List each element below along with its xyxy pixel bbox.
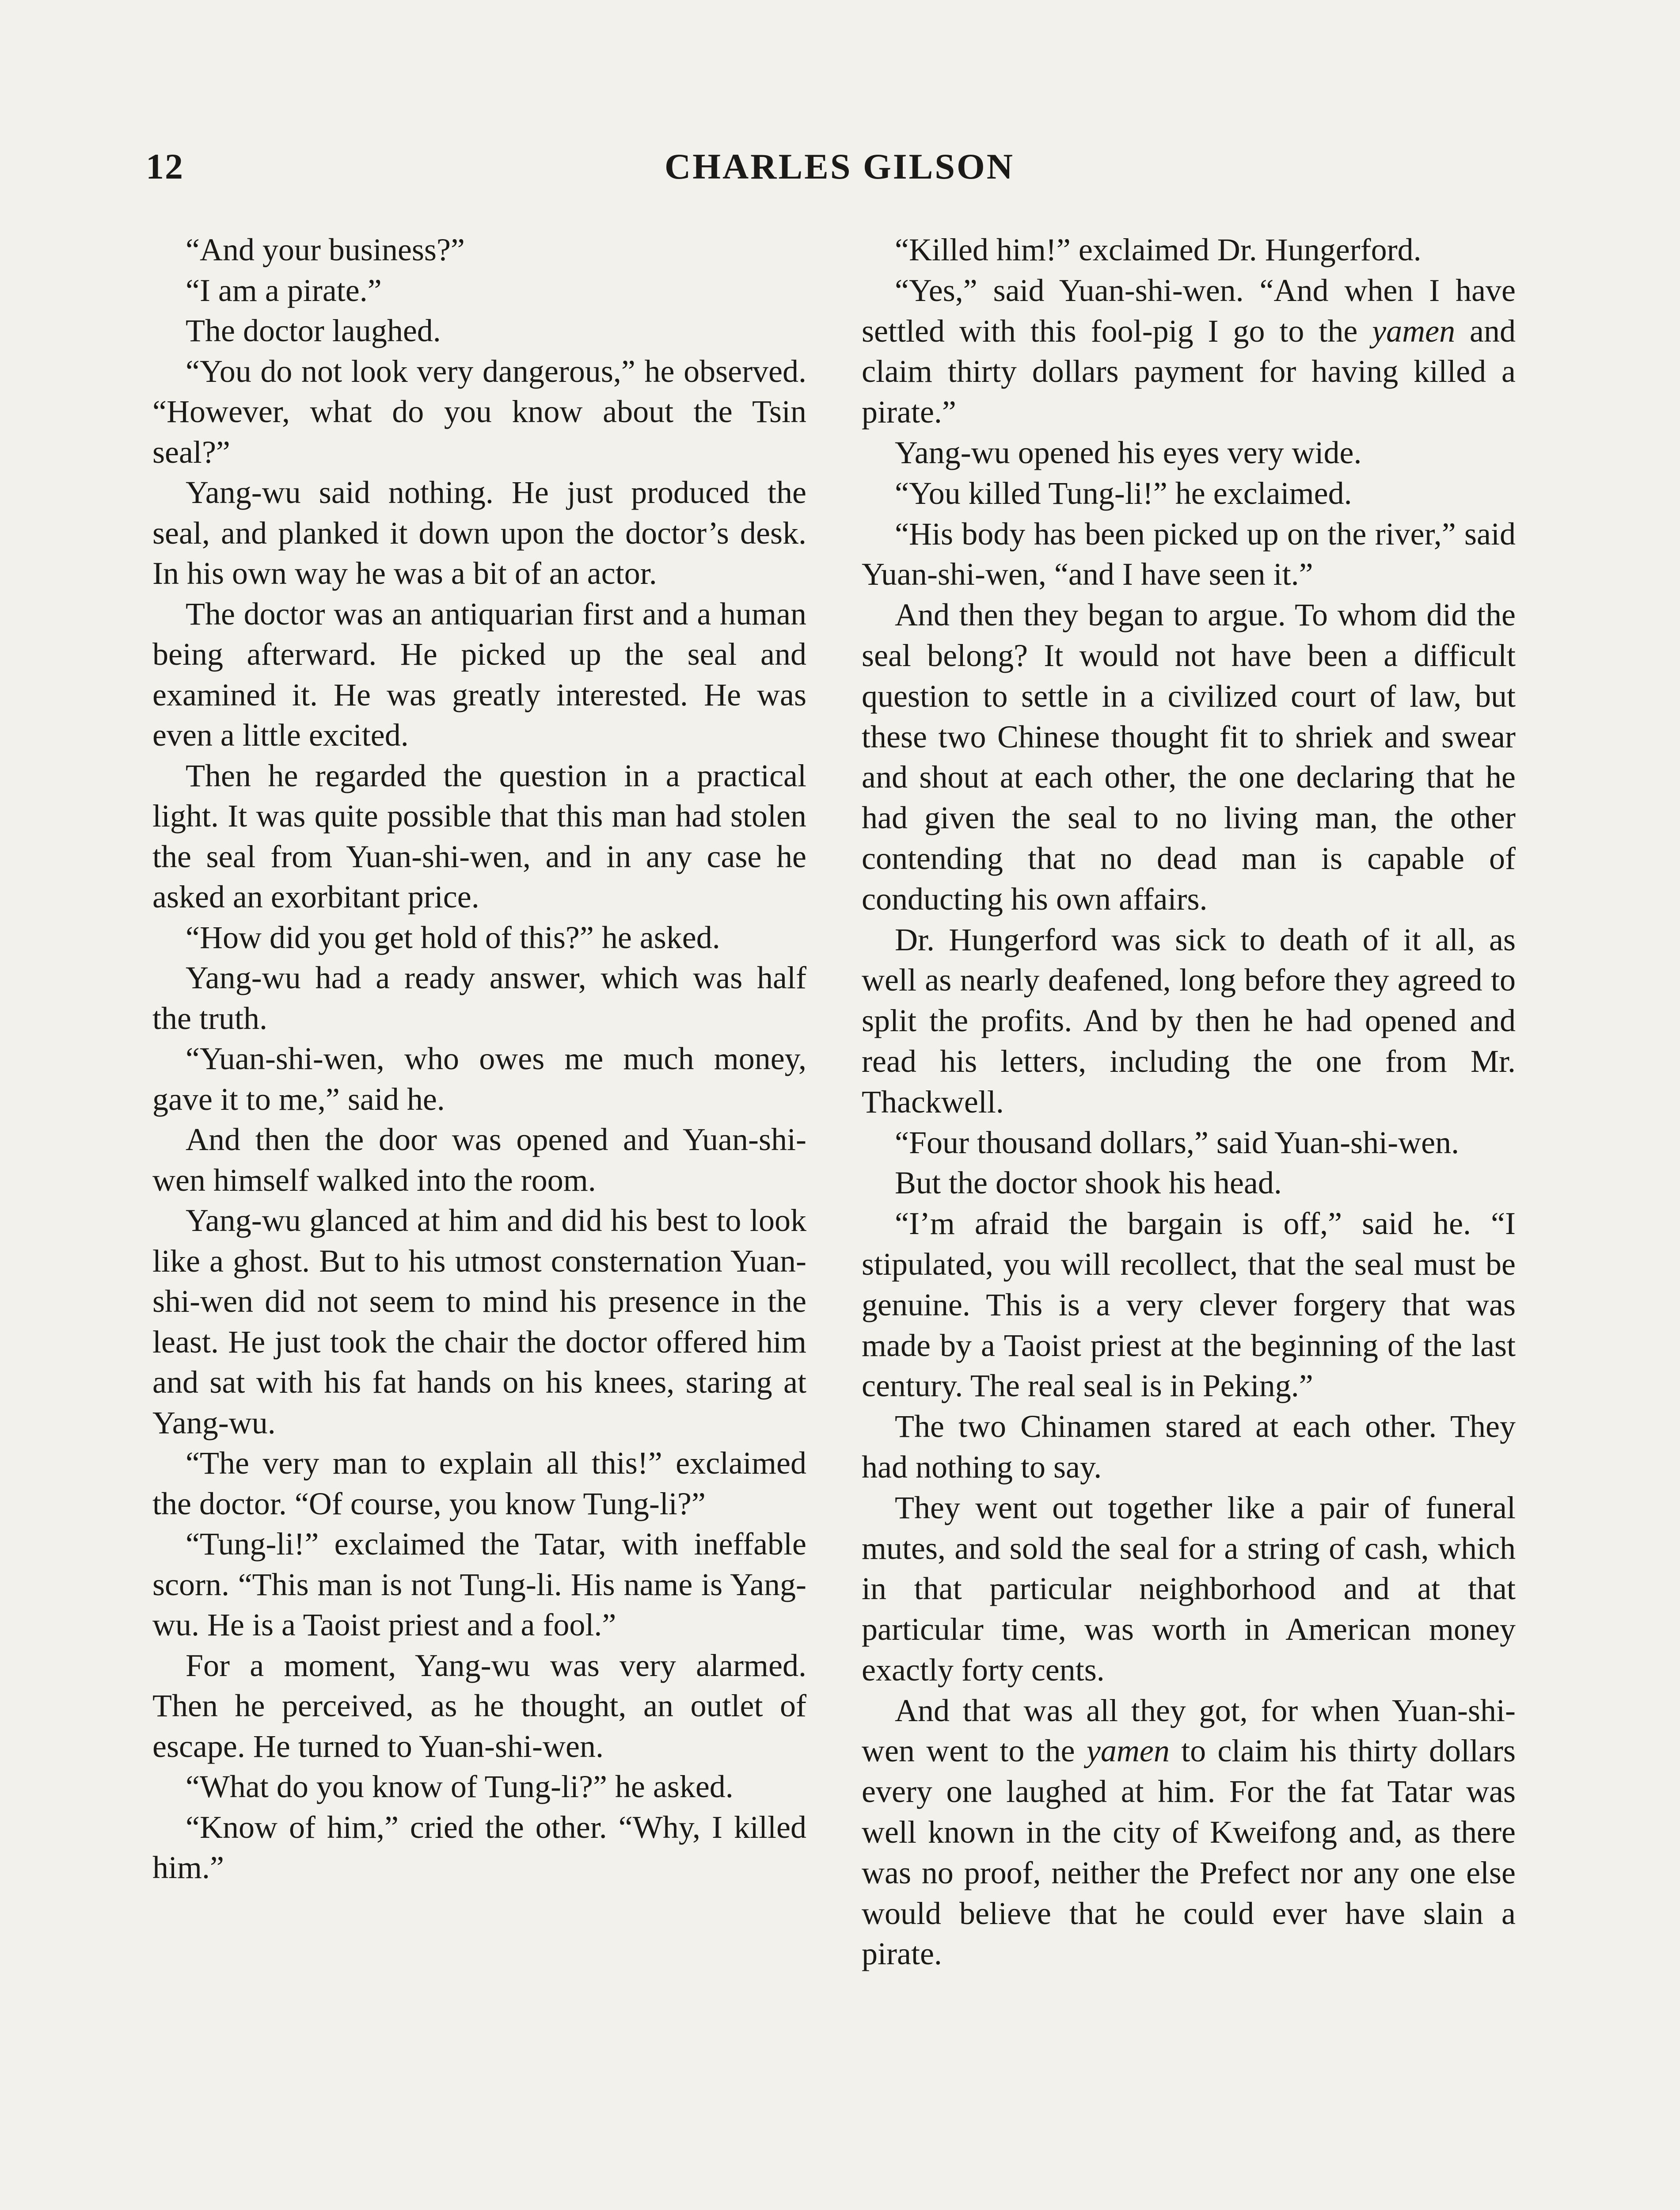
paragraph: Yang-wu said nothing. He just produced the seal, and planked it down upon the doctor’s desk. In his own way he was a bit of an actor. <box>152 475 806 591</box>
paragraph: “I’m afraid the bargain is off,” said he. “I stipulated, you will recollect, that the seal must be genuine. This is a very clever forgery that was made by a Taoist priest at the beginning of the last century. The real seal is in Peking.” <box>862 1206 1516 1404</box>
paragraph: Yang-wu had a ready answer, which was half the truth. <box>152 960 806 1036</box>
paragraph: The doctor was an antiquarian first and a human being afterward. He picked up the seal and examined it. He was greatly interested. He was even a little excited. <box>152 596 806 753</box>
paragraph: But the doctor shook his head. <box>895 1165 1282 1201</box>
paragraph: The doctor laughed. <box>186 313 441 348</box>
italic-word: yamen <box>1372 313 1456 349</box>
paragraph: “I am a pirate.” <box>186 272 382 308</box>
paragraph: Yang-wu glanced at him and did his best to look like a ghost. But to his utmost consternation Yuan-shi-wen did not seem to mind his presence in the least. He just took the chair the doctor offered him and sat with his fat hands on his knees, staring at Yang-wu. <box>152 1203 806 1440</box>
text-run: And that was all they got, for when Yuan-shi-wen went to the <box>862 1692 1516 1769</box>
paragraph: “Four thousand dollars,” said Yuan-shi-wen. <box>895 1124 1460 1160</box>
page-header <box>146 146 1533 199</box>
paragraph: “Yuan-shi-wen, who owes me much money, gave it to me,” said he. <box>152 1041 806 1117</box>
paragraph: “Killed him!” exclaimed Dr. Hungerford. <box>895 232 1422 267</box>
paragraph: They went out together like a pair of funeral mutes, and sold the seal for a string of cash, which in that particular neighborhood and at that particular time, was worth in American money exactly forty cents. <box>862 1490 1516 1688</box>
text-run: “Yes,” said Yuan-shi-wen. “And when I have settled with this fool-pig I go to the <box>862 272 1516 349</box>
paragraph: “Know of him,” cried the other. “Why, I killed him.” <box>152 1809 806 1885</box>
paragraph: “His body has been picked up on the river,” said Yuan-shi-wen, “and I have seen it.” <box>862 516 1516 592</box>
paragraph: “What do you know of Tung-li?” he asked. <box>186 1769 734 1804</box>
paragraph: For a moment, Yang-wu was very alarmed. Then he perceived, as he thought, an outlet of escape. He turned to Yuan-shi-wen. <box>152 1647 806 1764</box>
paragraph: “The very man to explain all this!” exclaimed the doctor. “Of course, you know Tung-li?” <box>152 1445 806 1521</box>
paragraph: The two Chinamen stared at each other. They had nothing to say. <box>862 1409 1516 1485</box>
text-run: to claim his thirty dollars every one laughed at him. For the fat Tatar was well known in the city of Kweifong and, as there was no proof, neither the Prefect nor any one else would believe that he could ever have slain a pirate. <box>862 1733 1516 1972</box>
paragraph: “You do not look very dangerous,” he observed. “However, what do you know about the Tsin seal?” <box>152 353 806 470</box>
text-run: and claim thirty dollars payment for having killed a pirate.” <box>862 313 1516 430</box>
left-column <box>152 230 806 1888</box>
running-head: CHARLES GILSON <box>665 146 1015 187</box>
italic-word: yamen <box>1086 1733 1170 1769</box>
paragraph: “Tung-li!” exclaimed the Tatar, with ineffable scorn. “This man is not Tung-li. His name is Yang-wu. He is a Taoist priest and a fool.” <box>152 1526 806 1642</box>
right-column <box>862 230 1516 1974</box>
paragraph <box>862 1691 1516 1975</box>
page-number: 12 <box>146 146 184 187</box>
paragraph: “How did you get hold of this?” he asked. <box>186 919 720 955</box>
paragraph: Yang-wu opened his eyes very wide. <box>895 434 1362 470</box>
paragraph: And then the door was opened and Yuan-shi-wen himself walked into the room. <box>152 1122 806 1198</box>
paragraph: “You killed Tung-li!” he exclaimed. <box>895 475 1352 511</box>
paragraph: And then they began to argue. To whom did the seal belong? It would not have been a difficult question to settle in a civilized court of law, but these two Chinese thought fit to shriek and swear and shout at each other, the one declaring that he had given the seal to no living man, the other contending that no dead man is capable of conducting his own affairs. <box>862 597 1516 917</box>
paragraph <box>862 271 1516 433</box>
paragraph: “And your business?” <box>186 232 465 267</box>
paragraph: Then he regarded the question in a practical light. It was quite possible that this man had stolen the seal from Yuan-shi-wen, and in any case he asked an exorbitant price. <box>152 758 806 914</box>
paragraph: Dr. Hungerford was sick to death of it all, as well as nearly deafened, long before they agreed to split the profits. And by then he had opened and read his letters, including the one from Mr. Thackwell. <box>862 922 1516 1120</box>
